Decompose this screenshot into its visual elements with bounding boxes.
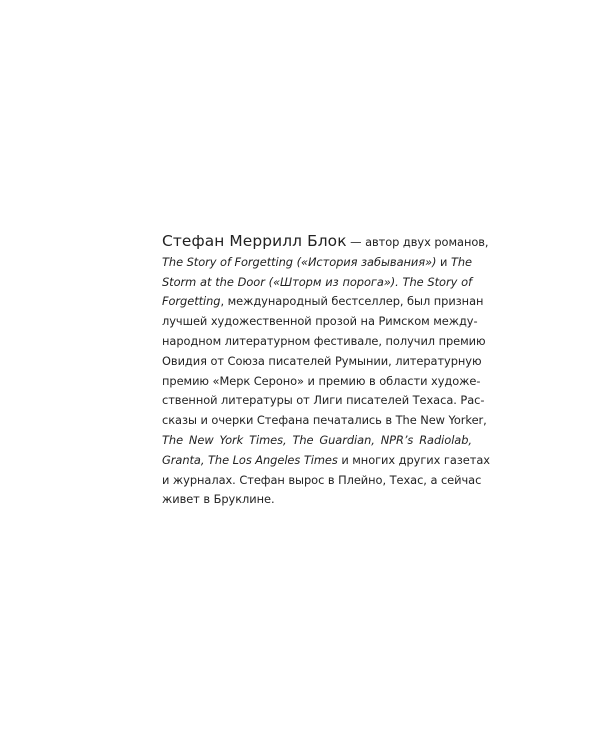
italic-title-text: The — [450, 254, 473, 269]
bio-line — [162, 332, 486, 352]
bio-line — [162, 352, 482, 372]
bio-text: живет в Бруклине. — [162, 492, 275, 507]
bio-text: , международный бестселлер, был признан — [220, 294, 484, 309]
bio-text: сказы и очерки Стефана печатались в The New Yorker, — [162, 413, 487, 428]
bio-line — [162, 273, 472, 293]
bio-line — [162, 312, 478, 332]
bio-text: — автор двух романов, — [346, 235, 489, 249]
bio-text: ственной литературы от Лиги писателей Техаса. Рас- — [162, 393, 485, 408]
bio-line — [162, 391, 485, 411]
bio-line — [162, 431, 472, 451]
bio-line — [162, 471, 482, 491]
bio-text: народном литературном фестивале, получил премию — [162, 333, 486, 348]
bio-line — [162, 372, 481, 392]
bio-line — [162, 232, 489, 253]
italic-title-text: Forgetting — [162, 294, 221, 309]
bio-line — [162, 253, 472, 273]
bio-line — [162, 490, 472, 510]
bio-text: Овидия от Союза писателей Румынии, литературную — [162, 353, 482, 368]
bio-text: лучшей художественной прозой на Римском между- — [162, 314, 478, 329]
author-bio — [162, 232, 490, 510]
author-name: Стефан Меррилл Блок — [162, 232, 347, 250]
bio-line — [162, 451, 490, 471]
bio-text: и — [436, 254, 451, 269]
bio-text: и журналах. Стефан вырос в Плейно, Техас, а сейчас — [162, 472, 482, 487]
italic-title-text: The New York Times, The Guardian, NPR’s Radiolab, — [162, 432, 472, 447]
bio-text: премию «Мерк Сероно» и премию в области художе- — [162, 373, 481, 388]
bio-line — [162, 411, 487, 431]
italic-title-text: Storm at the Door («Шторм из порога»). The Story of — [162, 274, 472, 289]
italic-title-text: Granta, The Los Angeles Times — [162, 452, 338, 467]
bio-line — [162, 292, 484, 312]
italic-title-text: The Story of Forgetting («История забывания») — [162, 254, 437, 269]
bio-text: и многих других газетах — [337, 452, 490, 467]
